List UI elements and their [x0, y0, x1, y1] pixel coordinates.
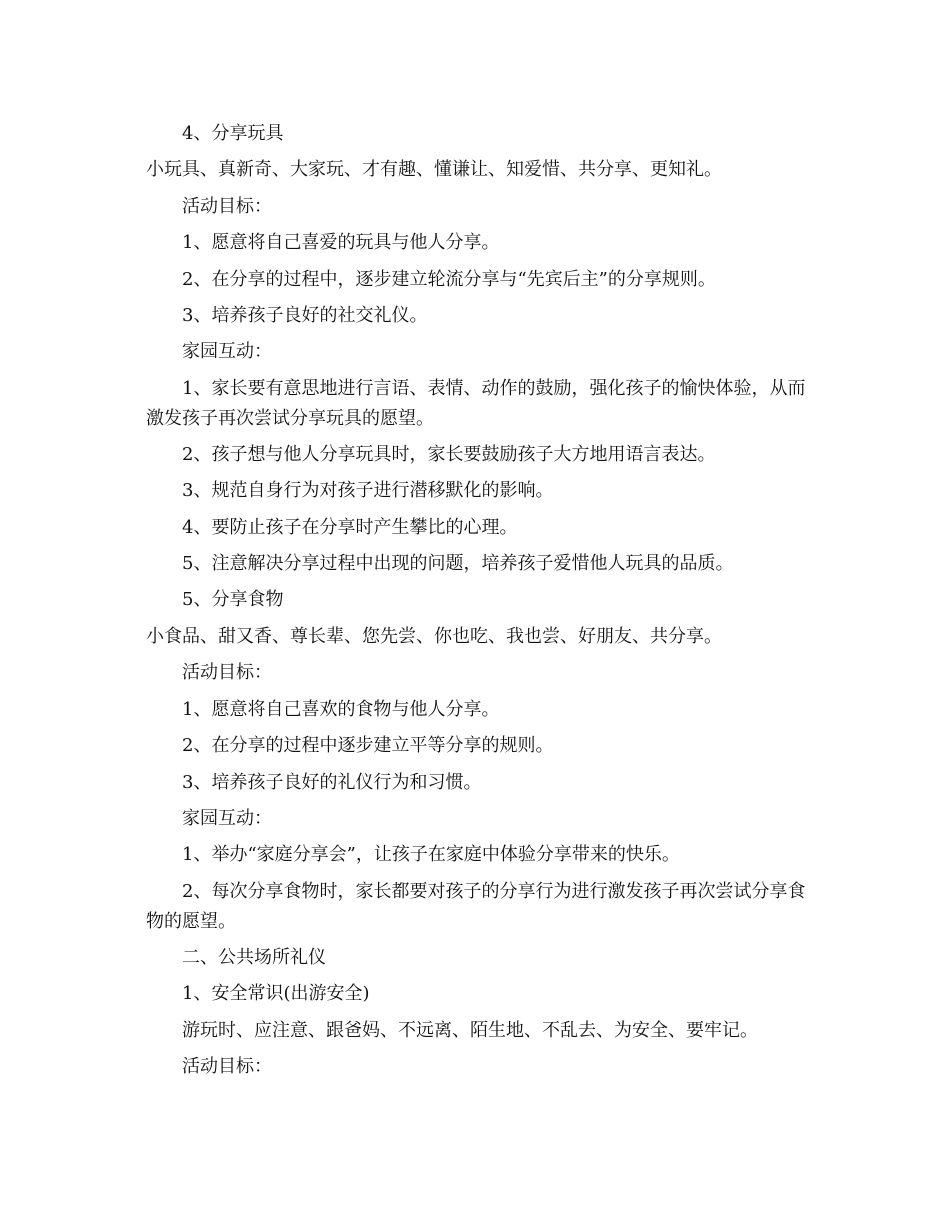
interaction-item: 1、家长要有意思地进行言语、表情、动作的鼓励，强化孩子的愉快体验，从而激发孩子再次尝试分享玩具的愿望。	[146, 377, 806, 429]
goal-item: 1、愿意将自己喜爱的玩具与他人分享。	[182, 232, 500, 254]
goal-item: 2、在分享的过程中，逐步建立轮流分享与“先宾后主”的分享规则。	[182, 268, 716, 290]
label-home-school-interaction: 家园互动：	[182, 341, 272, 363]
heading-share-food: 5、分享食物	[182, 589, 284, 611]
document-body	[146, 116, 810, 1085]
label-activity-goals: 活动目标：	[182, 1055, 272, 1077]
interaction-item: 3、规范自身行为对孩子进行潜移默化的影响。	[182, 480, 554, 502]
interaction-item: 1、举办“家庭分享会”，让孩子在家庭中体验分享带来的快乐。	[182, 844, 680, 866]
goal-item: 3、培养孩子良好的礼仪行为和习惯。	[182, 771, 482, 793]
heading-share-toys: 4、分享玩具	[182, 123, 284, 144]
heading-public-etiquette: 二、公共场所礼仪	[182, 946, 326, 968]
goal-item: 1、愿意将自己喜欢的食物与他人分享。	[182, 698, 500, 720]
interaction-item: 2、孩子想与他人分享玩具时，家长要鼓励孩子大方地用语言表达。	[182, 443, 716, 465]
rhyme-food: 小食品、甜又香、尊长辈、您先尝、你也吃、我也尝、好朋友、共分享。	[146, 625, 722, 647]
interaction-item: 4、要防止孩子在分享时产生攀比的心理。	[182, 516, 518, 538]
label-activity-goals: 活动目标：	[182, 195, 272, 217]
heading-safety: 1、安全常识(出游安全)	[182, 983, 370, 1005]
rhyme-safety: 游玩时、应注意、跟爸妈、不远离、陌生地、不乱去、为安全、要牢记。	[182, 1019, 758, 1041]
goal-item: 3、培养孩子良好的社交礼仪。	[182, 305, 428, 327]
label-activity-goals: 活动目标：	[182, 662, 272, 684]
label-home-school-interaction: 家园互动：	[182, 807, 272, 829]
rhyme-toys: 小玩具、真新奇、大家玩、才有趣、懂谦让、知爱惜、共分享、更知礼。	[146, 159, 722, 181]
goal-item: 2、在分享的过程中逐步建立平等分享的规则。	[182, 735, 554, 757]
interaction-item: 2、每次分享食物时，家长都要对孩子的分享行为进行激发孩子再次尝试分享食物的愿望。	[146, 880, 806, 932]
interaction-item: 5、注意解决分享过程中出现的问题，培养孩子爱惜他人玩具的品质。	[182, 553, 734, 575]
